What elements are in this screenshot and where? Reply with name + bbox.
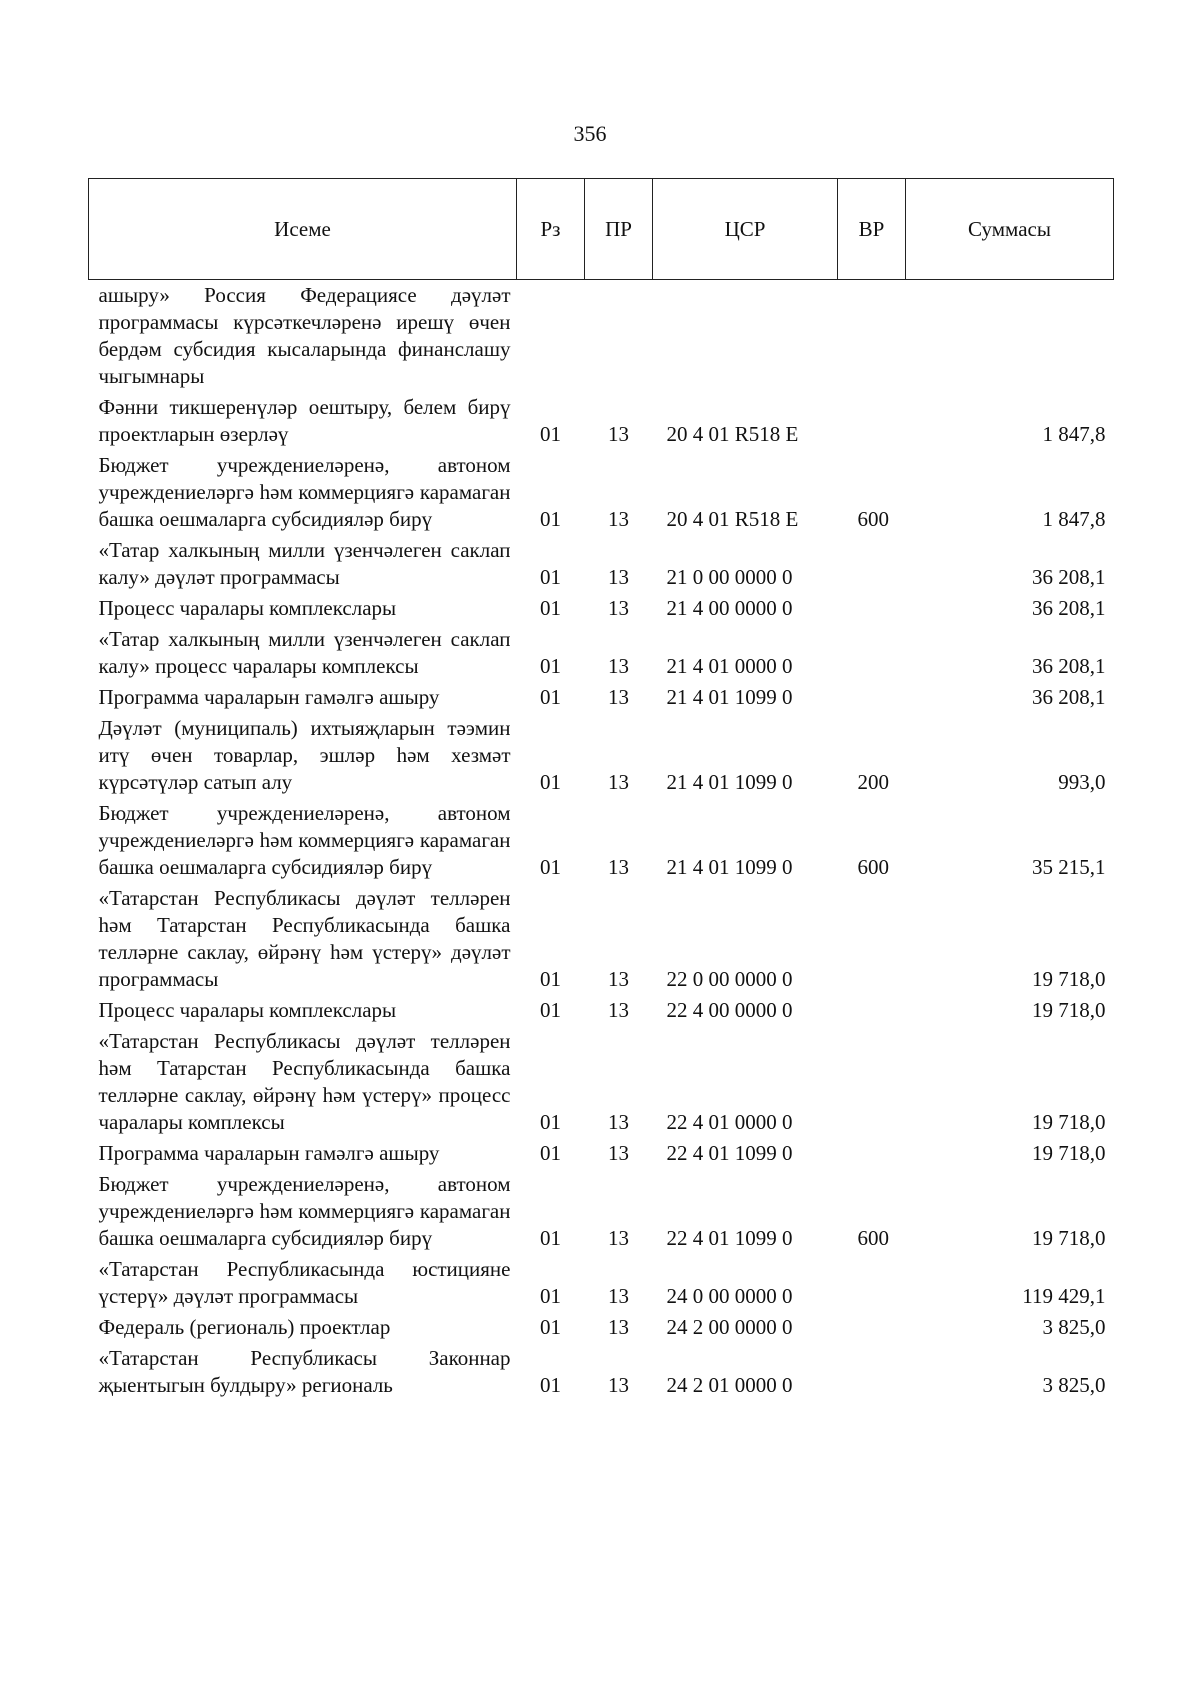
cell-rz: 01 [540,855,561,879]
cell-pr: 13 [608,770,629,794]
table-row [89,1028,1114,1140]
cell-rz: 01 [540,998,561,1022]
header-vr: ВР [838,179,906,280]
cell-sum: 3 825,0 [1042,1315,1106,1339]
cell-csr: 22 4 01 1099 0 [666,1141,793,1165]
cell-csr: 21 0 00 0000 0 [666,565,793,589]
cell-sum: 3 825,0 [1042,1373,1106,1397]
cell-csr: 22 4 01 1099 0 [666,1226,793,1250]
cell-rz: 01 [540,1141,561,1165]
cell-pr: 13 [608,1110,629,1134]
cell-name: «Татар халкының милли үзенчәлеген саклап калу» дәүләт программасы [98,538,511,589]
cell-name: Бюджет учреждениеләренә, автоном учреждениеләргә һәм коммерциягә карамаган башка оешмаларга субсидияләр бирү [98,1172,511,1250]
cell-name: Процесс чаралары комплекслары [98,596,397,620]
cell-rz: 01 [540,770,561,794]
cell-name: «Татарстан Республикасы дәүләт телләрен һәм Татарстан Республикасында башка телләрне саклау, өйрәнү һәм үстерү» процесс чаралары комплексы [98,1029,511,1134]
cell-name: Дәүләт (муниципаль) ихтыяҗларын тәэмин итү өчен товарлар, эшләр һәм хезмәт күрсәтүләр сатып алу [98,716,511,794]
cell-rz: 01 [540,654,561,678]
cell-sum: 19 718,0 [1032,1141,1106,1165]
table-row [89,684,1114,715]
cell-vr [838,626,906,684]
table-row [89,626,1114,684]
cell-rz: 01 [540,1226,561,1250]
cell-pr: 13 [608,1141,629,1165]
cell-sum: 993,0 [1058,770,1106,794]
cell-vr [838,997,906,1028]
cell-vr [838,1256,906,1314]
cell-name: Бюджет учреждениеләренә, автоном учреждениеләргә һәм коммерциягә карамаган башка оешмаларга субсидияләр бирү [98,801,511,879]
cell-vr [838,537,906,595]
table-row [89,280,1114,395]
header-rz: Рз [517,179,585,280]
cell-pr: 13 [608,507,629,531]
table-row [89,1140,1114,1171]
cell-name: «Татар халкының милли үзенчәлеген саклап калу» процесс чаралары комплексы [98,627,511,678]
cell-sum: 35 215,1 [1032,855,1106,879]
cell-sum: 1 847,8 [1042,422,1106,446]
cell-csr: 22 0 00 0000 0 [666,967,793,991]
cell-vr [838,394,906,452]
header-name: Исеме [89,179,517,280]
cell-vr [838,684,906,715]
cell-rz: 01 [540,565,561,589]
cell-pr: 13 [608,685,629,709]
table-row [89,1314,1114,1345]
cell-csr: 24 2 00 0000 0 [666,1315,793,1339]
cell-rz: 01 [540,596,561,620]
cell-vr: 200 [857,770,889,794]
cell-vr [838,885,906,997]
table-row [89,1171,1114,1256]
cell-pr: 13 [608,1315,629,1339]
cell-pr: 13 [608,855,629,879]
cell-vr [838,280,906,395]
cell-pr: 13 [608,422,629,446]
cell-vr: 600 [857,507,889,531]
cell-name: Программа чараларын гамәлгә ашыру [98,685,440,709]
table-row [89,885,1114,997]
table-row [89,1345,1114,1403]
cell-sum: 19 718,0 [1032,967,1106,991]
cell-vr [838,1140,906,1171]
cell-name: Бюджет учреждениеләренә, автоном учреждениеләргә һәм коммерциягә карамаган башка оешмаларга субсидияләр бирү [98,453,511,531]
cell-pr: 13 [608,998,629,1022]
budget-table [88,178,1114,1403]
cell-rz: 01 [540,1315,561,1339]
table-row [89,800,1114,885]
cell-csr: 20 4 01 R518 E [666,507,799,531]
cell-rz: 01 [540,1284,561,1308]
cell-csr: 22 4 01 0000 0 [666,1110,793,1134]
cell-pr: 13 [608,596,629,620]
cell-csr: 21 4 00 0000 0 [666,596,793,620]
cell-sum: 19 718,0 [1032,998,1106,1022]
cell-rz: 01 [540,507,561,531]
cell-name: Процесс чаралары комплекслары [98,998,397,1022]
cell-vr [838,595,906,626]
cell-rz: 01 [540,1110,561,1134]
cell-csr: 21 4 01 1099 0 [666,685,793,709]
cell-pr [585,280,653,395]
cell-csr: 21 4 01 1099 0 [666,770,793,794]
cell-pr: 13 [608,565,629,589]
table-row [89,452,1114,537]
cell-rz: 01 [540,422,561,446]
cell-csr: 24 2 01 0000 0 [666,1373,793,1397]
cell-pr: 13 [608,1284,629,1308]
header-sum: Суммасы [906,179,1114,280]
table-body [89,280,1114,1404]
cell-csr: 21 4 01 0000 0 [666,654,793,678]
page-number: 356 [573,121,607,146]
cell-name: «Татарстан Республикасы дәүләт телләрен һәм Татарстан Республикасында башка телләрне саклау, өйрәнү һәм үстерү» дәүләт программасы [98,886,511,991]
cell-rz: 01 [540,1373,561,1397]
cell-csr [653,280,838,395]
header-pr: ПР [585,179,653,280]
table-row [89,595,1114,626]
cell-csr: 22 4 00 0000 0 [666,998,793,1022]
cell-vr: 600 [857,1226,889,1250]
cell-sum: 1 847,8 [1042,507,1106,531]
cell-name: ашыру» Россия Федерациясе дәүләт программасы күрсәткечләренә ирешү өчен бердәм субсидия кысаларында финанслашу чыгымнары [98,283,511,388]
table-row [89,715,1114,800]
cell-sum: 36 208,1 [1032,565,1106,589]
cell-rz [517,280,585,395]
cell-pr: 13 [608,1373,629,1397]
cell-pr: 13 [608,654,629,678]
table-row [89,1256,1114,1314]
cell-name: Фәнни тикшеренүләр оештыру, белем бирү проектларын өзерләү [98,395,511,446]
header-csr: ЦСР [653,179,838,280]
cell-vr [838,1314,906,1345]
cell-sum: 36 208,1 [1032,685,1106,709]
cell-sum: 119 429,1 [1022,1284,1106,1308]
cell-name: Федераль (региональ) проектлар [98,1315,391,1339]
table-row [89,537,1114,595]
cell-rz: 01 [540,685,561,709]
cell-vr [838,1028,906,1140]
table-row [89,394,1114,452]
cell-sum: 19 718,0 [1032,1226,1106,1250]
cell-vr [838,1345,906,1403]
cell-csr: 24 0 00 0000 0 [666,1284,793,1308]
cell-pr: 13 [608,967,629,991]
cell-vr: 600 [857,855,889,879]
cell-csr: 20 4 01 R518 E [666,422,799,446]
cell-sum: 36 208,1 [1032,596,1106,620]
cell-name: Программа чараларын гамәлгә ашыру [98,1141,440,1165]
cell-sum [906,280,1114,395]
cell-name: «Татарстан Республикасы Законнар җыентыгын булдыру» региональ [98,1346,511,1397]
cell-rz: 01 [540,967,561,991]
cell-name: «Татарстан Республикасында юстицияне үстерү» дәүләт программасы [98,1257,511,1308]
table-header [89,179,1114,280]
cell-csr: 21 4 01 1099 0 [666,855,793,879]
cell-sum: 36 208,1 [1032,654,1106,678]
cell-pr: 13 [608,1226,629,1250]
table-row [89,997,1114,1028]
cell-sum: 19 718,0 [1032,1110,1106,1134]
